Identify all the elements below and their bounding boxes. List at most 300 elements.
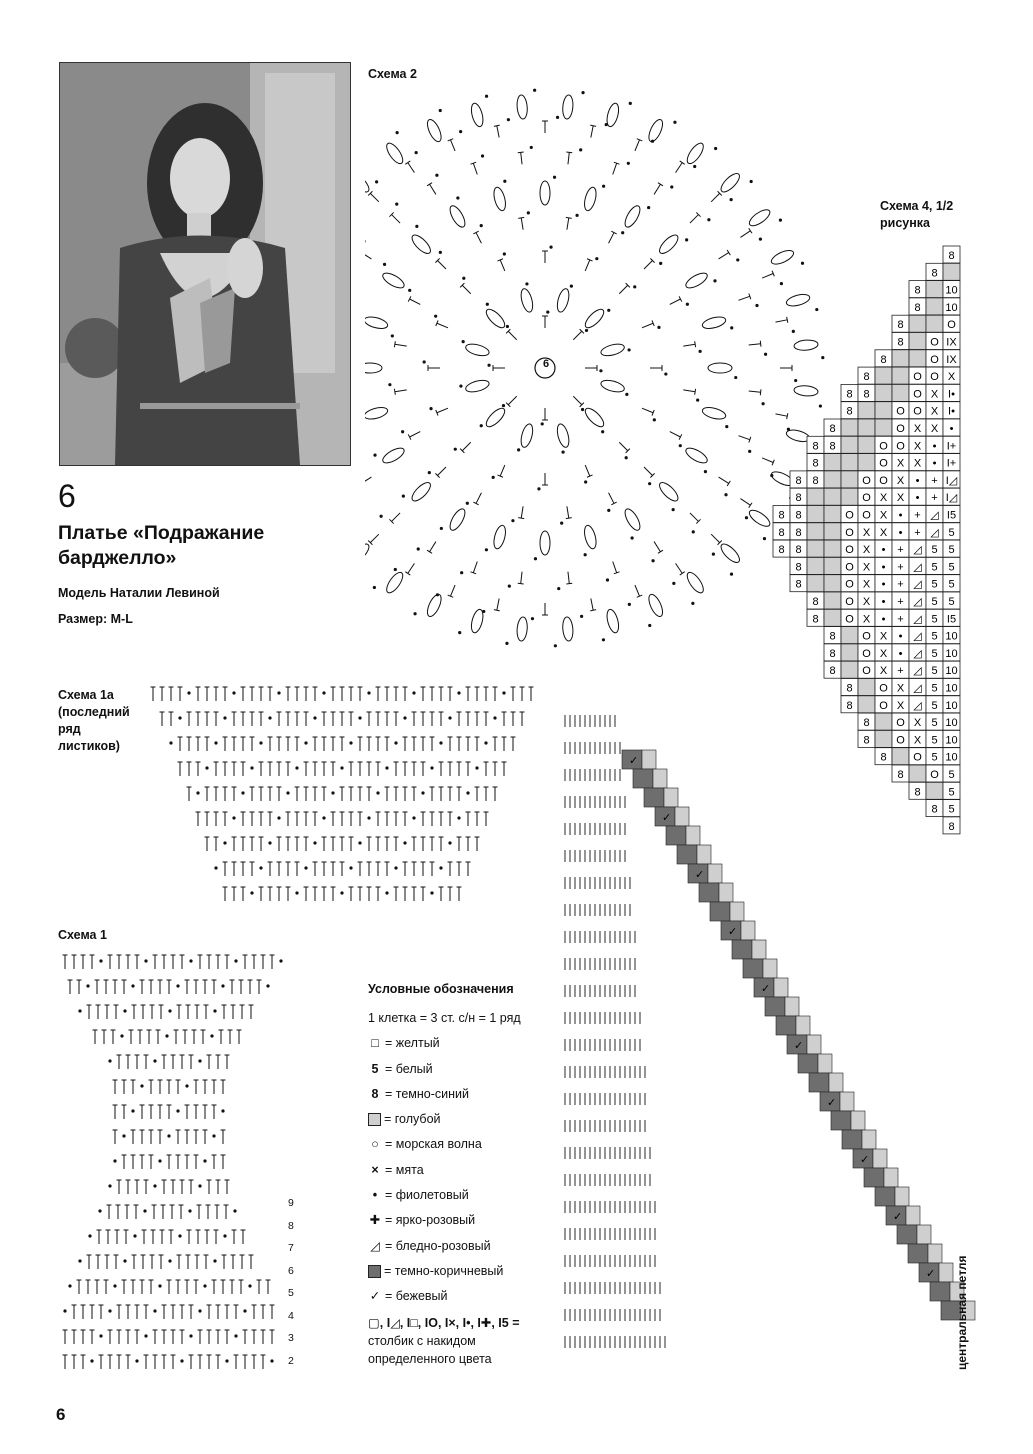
chain-dot [234,959,237,962]
chain-dot [531,617,534,620]
grid-symbol: X [862,578,871,591]
chain-dot [508,584,511,587]
chain-dot [413,612,416,615]
grid-cell [858,419,875,436]
grid-symbol: 8 [897,769,904,781]
plus-icon: ✚ [369,1213,381,1228]
chain-dot [412,816,415,819]
light-cell [851,1111,865,1130]
grid-symbol: O [862,665,871,678]
stitch [462,442,470,450]
chain-dot [143,1209,146,1212]
empty-square-icon: □ [371,1036,379,1051]
grid-symbol: 8 [812,457,819,470]
grid-symbol: • [881,596,886,608]
chain-dot [430,766,433,769]
chain-dot [388,383,391,386]
chain-dot [462,277,465,280]
grid-symbol: X [896,457,905,470]
grid-cell [892,367,909,384]
grid-symbol: X [930,423,939,435]
chain-loop [465,342,491,358]
grid-symbol: • [949,423,954,435]
chain-loop [582,186,598,212]
chain-dot [493,716,496,719]
chain-dot [165,1034,168,1037]
grid-cell [841,436,858,453]
chain-dot [113,1159,116,1162]
grid-cell [858,402,875,419]
light-cell [862,1130,876,1149]
light-cell [917,1225,931,1244]
grid-symbol: + [914,526,921,539]
grid-symbol: 8 [812,440,819,453]
stitch-cap [405,572,410,575]
chain-dot [268,841,271,844]
stitch [508,331,516,339]
stitch-cap [494,125,500,126]
chain-dot [439,251,442,254]
center-loop-label: центральная петля [955,1255,969,1370]
grid-symbol: 8 [829,647,836,660]
chain-dot [502,404,505,407]
grid-symbol: 5 [931,734,938,747]
grid-symbol: 5 [931,665,938,678]
chain-dot [480,424,483,427]
chain-dot [268,716,271,719]
chain-dot [647,206,650,209]
scheme1a-diagram [145,682,535,922]
grid-symbol: ◿ [913,699,922,712]
chain-dot [131,1109,134,1112]
chain-dot [394,866,397,869]
chain-loop [384,570,406,595]
scheme2-label: Схема 2 [368,67,417,81]
chain-dot [176,1109,179,1112]
stitch-cap [518,583,524,584]
grid-cell [875,419,892,436]
chain-dot [415,151,418,154]
grid-symbol: 5 [931,596,938,608]
chain-dot [673,121,676,124]
stitch [690,215,698,223]
grid-symbol: 5 [931,630,938,643]
chain-loop [465,378,491,394]
chain-dot [158,1159,161,1162]
chain-dot [503,252,506,255]
scheme1-label: Схема 1 [58,928,107,942]
dark-cell [644,788,664,807]
stitch [476,233,481,244]
legend-item [368,1057,568,1082]
chain-dot [223,716,226,719]
grid-cell [807,488,824,505]
dark-cell [699,883,719,902]
chain-dot [250,766,253,769]
grid-cell [909,315,926,332]
chain-dot [176,984,179,987]
chain-dot [380,515,383,518]
stitch [450,585,455,596]
chain-dot [259,741,262,744]
grid-cell [875,367,892,384]
dark-cell [677,845,697,864]
chain-dot [415,225,418,228]
chain-dot [259,866,262,869]
grid-cell [824,557,841,574]
chain-dot [448,841,451,844]
grid-cell [858,696,875,713]
chain-dot [178,1234,181,1237]
chain-loop [684,141,706,166]
stitch [476,493,481,504]
chain-dot [241,791,244,794]
grid-cell [824,523,841,540]
stitch [462,285,470,293]
chain-dot [232,816,235,819]
grid-symbol: + [897,665,904,678]
dark-cell [864,1168,884,1187]
legend-item-label: = темно-коричневый [384,1263,504,1278]
grid-symbol: 8 [829,630,836,643]
chain-dot [248,1284,251,1287]
grid-cell [807,557,824,574]
grid-symbol: 10 [945,284,958,297]
chain-dot [233,1209,236,1212]
page-number: 6 [56,1405,66,1424]
chain-dot [108,1059,111,1062]
grid-symbol: IX [946,336,957,349]
grid-cell [807,575,824,592]
grid-symbol: 8 [812,596,819,608]
chain-dot [458,631,461,634]
chain-dot [232,691,235,694]
grid-cell [807,523,824,540]
stitch [410,299,421,304]
legend-item-label: = ярко-розовый [385,1213,476,1228]
legend-item [368,1107,568,1132]
stitch [430,542,436,552]
grid-symbol: 5 [948,786,955,799]
grid-symbol: ◿ [913,561,922,574]
grid-symbol: O [896,717,905,730]
grid-symbol: 8 [795,578,802,591]
light-cell [730,902,744,921]
chain-dot [99,959,102,962]
chain-dot [435,174,438,177]
chain-dot [395,203,398,206]
chain-dot [533,89,536,92]
chain-dot [527,211,530,214]
stitch-cap [749,228,752,233]
stitch-cap [405,161,410,164]
chain-dot [575,214,578,217]
grid-cell [841,661,858,678]
chain-dot [304,741,307,744]
chain-loop [747,207,772,229]
stitch [370,193,378,201]
stitch [676,163,683,173]
grid-symbol: I5 [946,613,957,626]
grid-symbol: 8 [846,699,853,712]
grid-symbol: 8 [778,544,785,557]
chain-loop [447,204,468,230]
grid-symbol: + [931,492,938,505]
cross-icon: × [371,1162,379,1177]
grid-symbol: O [862,647,871,660]
stitch [740,231,750,238]
chain-loop [718,171,742,195]
chain-dot [391,334,394,337]
chain-dot [439,109,442,112]
dark-cell [710,902,730,921]
legend-item-label: = голубой [384,1112,441,1127]
grid-symbol: X [862,526,871,539]
light-cell [939,1263,953,1282]
chain-dot [485,548,488,551]
dark-gray-square-icon [368,1265,381,1278]
grid-symbol: • [898,526,903,539]
circle-icon: ○ [371,1137,379,1152]
chain-dot [525,282,528,285]
chain-dot [140,1084,143,1087]
legend-item-label: = темно-синий [385,1086,470,1101]
stitch [438,261,446,269]
grid-symbol: X [879,665,888,678]
row-number: 5 [288,1287,294,1299]
grid-cell [875,713,892,730]
grid-symbol: 8 [880,751,887,764]
row-number: 4 [288,1309,294,1322]
grid-symbol: I5 [946,509,957,522]
grid-symbol: 8 [846,388,853,401]
chain-dot [423,360,426,363]
light-cell [697,845,711,864]
chain-dot [158,1284,161,1287]
legend-item-label: = морская волна [385,1137,482,1152]
digit-5-icon: 5 [371,1061,379,1076]
chain-dot [331,791,334,794]
grid-symbol: 8 [829,440,836,453]
chain-dot [394,741,397,744]
chain-dot [486,303,489,306]
grid-symbol: • [881,544,886,557]
chain-dot [203,1284,206,1287]
chain-dot [133,1234,136,1237]
grid-cell [892,748,909,765]
grid-cell [824,592,841,609]
light-cell [642,750,656,769]
grid-cell [858,436,875,453]
grid-symbol: X [879,630,888,643]
grid-cell [824,540,841,557]
chain-dot [99,1334,102,1337]
grid-symbol: 8 [948,820,955,833]
legend-title: Условные обозначения [368,982,514,996]
chain-loop [519,288,535,314]
grid-symbol: 8 [897,336,904,349]
grid-symbol: 8 [948,250,955,262]
chain-loop [540,531,550,555]
grid-symbol: I+ [946,457,957,470]
chain-loop [381,445,407,466]
grid-symbol: ◿ [913,544,922,557]
grid-symbol: • [915,492,920,505]
grid-symbol: + [897,544,904,557]
chain-dot [375,180,378,183]
chain-loop [562,95,574,120]
grid-symbol: 5 [931,647,938,660]
legend-item [368,1082,568,1107]
legend-item [368,1259,568,1284]
grid-symbol: O [930,371,939,384]
chain-loop [425,118,444,144]
chain-dot [517,448,520,451]
chain-dot [225,1359,228,1362]
grid-symbol: 5 [931,682,938,695]
chain-dot [553,176,556,179]
grid-symbol: O [896,734,905,747]
stitch [635,140,640,151]
grid-symbol: O [913,405,922,418]
chain-dot [250,891,253,894]
grid-symbol: • [881,561,886,574]
grid-symbol: O [862,492,871,505]
light-cell [884,1168,898,1187]
chain-loop [365,315,389,331]
chain-dot [90,1359,93,1362]
chain-dot [621,231,624,234]
chain-dot [459,130,462,133]
legend-item [368,1183,568,1208]
chain-dot [277,691,280,694]
chain-loop [365,363,382,373]
check-icon: ✓ [369,1289,381,1304]
stitch [438,467,446,475]
light-cell [675,807,689,826]
grid-symbol: 8 [914,301,921,314]
grid-cell [892,384,909,401]
grid-symbol: 5 [931,561,938,574]
chain-dot [417,547,420,550]
chain-dot [98,1209,101,1212]
chain-loop [492,186,508,212]
light-cell [818,1054,832,1073]
grid-cell [841,644,858,661]
chain-dot [530,146,533,149]
legend-combined [368,1314,558,1368]
check-symbol: ✓ [827,1097,837,1109]
grid-symbol: O [845,596,854,608]
digit-8-icon: 8 [371,1086,379,1101]
grid-symbol: 5 [948,769,955,781]
chain-loop [646,118,665,144]
chain-dot [403,716,406,719]
chain-dot [196,791,199,794]
check-symbol: ✓ [629,755,639,767]
chain-loop [384,141,406,166]
grid-symbol: I• [948,388,955,401]
chain-dot [234,1334,237,1337]
grid-symbol: 10 [945,734,958,747]
chain-dot [286,791,289,794]
chain-dot [428,471,431,474]
size: Размер: M-L [58,612,133,626]
chain-dot [189,959,192,962]
grid-symbol: + [897,613,904,626]
stitch-cap [494,610,500,611]
grid-symbol: X [896,474,905,487]
chain-dot [434,315,437,318]
chain-dot [750,180,753,183]
chain-dot [153,1059,156,1062]
chain-dot [402,495,405,498]
chain-dot [108,1184,111,1187]
stitch-cap [394,389,395,395]
chain-dot [122,1134,125,1137]
light-cell [829,1073,843,1092]
chain-loop [483,306,507,330]
legend-item-label: = бежевый [385,1289,448,1304]
chain-dot [221,1109,224,1112]
stitch [521,218,523,230]
grid-symbol: 8 [829,423,836,435]
dark-cell [743,959,763,978]
grid-symbol: 8 [863,734,870,747]
grid-symbol: O [913,371,922,384]
chain-dot [108,1309,111,1312]
chain-dot [503,180,506,183]
chain-dot [481,154,484,157]
chain-dot [693,165,696,168]
grid-cell [841,488,858,505]
chain-dot [537,487,540,490]
grid-symbol: 8 [880,353,887,366]
grid-symbol: O [862,474,871,487]
grid-symbol: 8 [795,509,802,522]
stitch [497,598,499,610]
chain-loop [365,171,372,195]
grid-symbol: 8 [863,388,870,401]
chain-loop [365,541,372,565]
light-cell [752,940,766,959]
grid-symbol: X [896,699,905,712]
grid-symbol: O [913,388,922,401]
dark-cell [930,1282,950,1301]
check-symbol: ✓ [893,1211,903,1223]
legend-item [368,1158,568,1183]
check-symbol: ✓ [728,926,738,938]
chain-dot [78,1259,81,1262]
grid-symbol: 8 [863,717,870,730]
legend-item [368,1284,568,1309]
chain-dot [349,741,352,744]
chain-dot [123,1009,126,1012]
chain-dot [457,816,460,819]
grid-cell [943,263,960,280]
dark-cell [897,1225,917,1244]
stitch [473,163,477,174]
chain-dot [168,1009,171,1012]
chain-dot [277,816,280,819]
stitch [430,184,436,194]
chain-loop [425,592,444,618]
stitch [392,215,400,223]
chain-dot [120,1034,123,1037]
chain-loop [516,95,528,120]
grid-symbol: O [862,630,871,643]
stitch [370,534,378,542]
